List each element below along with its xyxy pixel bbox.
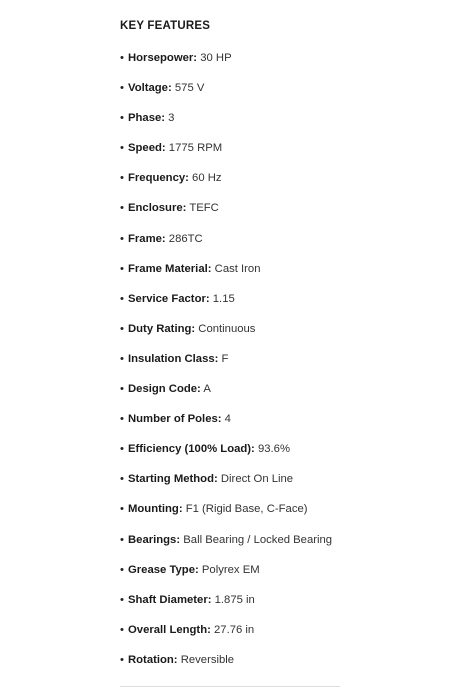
feature-value: F [218, 352, 229, 365]
feature-label: Starting Method: [128, 473, 218, 486]
bullet-marker: • [120, 202, 124, 215]
bullet-marker: • [120, 262, 124, 275]
feature-item [120, 321, 332, 351]
feature-value: 30 HP [197, 52, 232, 64]
feature-label: Horsepower: [128, 52, 198, 64]
bullet-marker: • [120, 473, 124, 486]
feature-value: Polyrex EM [198, 563, 260, 576]
feature-value: F1 (Rigid Base, C-Face) [182, 503, 308, 516]
feature-label: Design Code: [128, 383, 201, 396]
feature-label: Speed: [128, 142, 166, 155]
feature-label: Frame Material: [128, 262, 212, 275]
feature-label: Phase: [128, 112, 166, 125]
bullet-marker: • [120, 292, 124, 305]
feature-value: TEFC [186, 202, 219, 215]
feature-item [120, 50, 332, 80]
feature-item [120, 140, 332, 170]
bullet-marker: • [120, 443, 124, 456]
feature-value: 1.15 [209, 292, 235, 305]
feature-value: Continuous [195, 322, 256, 335]
feature-label: Frame: [128, 232, 166, 245]
feature-item [120, 170, 332, 200]
feature-item [120, 652, 332, 682]
bullet-marker: • [120, 172, 124, 185]
feature-value: 1.875 in [211, 593, 255, 606]
feature-label: Overall Length: [128, 623, 211, 636]
bullet-marker: • [120, 352, 124, 365]
feature-item [120, 592, 332, 622]
feature-item [120, 231, 332, 261]
feature-item [120, 110, 332, 140]
bullet-marker: • [120, 653, 124, 666]
feature-value: Reversible [177, 653, 235, 666]
feature-item [120, 441, 332, 471]
feature-item [120, 622, 332, 652]
feature-value: 3 [165, 112, 175, 125]
feature-item [120, 200, 332, 230]
bullet-marker: • [120, 383, 124, 396]
feature-label: Bearings: [128, 533, 181, 546]
bullet-marker: • [120, 142, 124, 155]
feature-label: Rotation: [128, 653, 178, 666]
feature-value: 60 Hz [188, 172, 222, 185]
feature-item [120, 291, 332, 321]
feature-label: Grease Type: [128, 563, 199, 576]
feature-item [120, 351, 332, 381]
feature-value: 27.76 in [210, 623, 255, 636]
feature-label: Service Factor: [128, 292, 210, 305]
feature-label: Mounting: [128, 503, 183, 516]
feature-value: 4 [221, 413, 231, 426]
feature-item [120, 471, 332, 501]
feature-value: 286TC [165, 232, 203, 245]
feature-list [120, 50, 332, 682]
feature-value: Cast Iron [211, 262, 261, 275]
feature-item [120, 381, 332, 411]
feature-label: Duty Rating: [128, 322, 196, 335]
feature-value: 575 V [171, 82, 205, 95]
feature-label: Shaft Diameter: [128, 593, 212, 606]
feature-label: Frequency: [128, 172, 189, 185]
bullet-marker: • [120, 623, 124, 636]
bullet-marker: • [120, 533, 124, 546]
section-divider [120, 686, 340, 687]
feature-item [120, 261, 332, 291]
feature-value: 1775 RPM [165, 142, 223, 155]
feature-value: Direct On Line [217, 473, 294, 486]
feature-item [120, 562, 332, 592]
section-heading: KEY FEATURES [120, 20, 211, 32]
feature-label: Number of Poles: [128, 413, 222, 426]
feature-item [120, 80, 332, 110]
feature-label: Efficiency (100% Load): [128, 443, 255, 456]
bullet-marker: • [120, 112, 124, 125]
bullet-marker: • [120, 82, 124, 95]
feature-label: Insulation Class: [128, 352, 219, 365]
feature-label: Enclosure: [128, 202, 187, 215]
bullet-marker: • [120, 322, 124, 335]
feature-item [120, 532, 332, 562]
feature-item [120, 501, 332, 531]
feature-value: Ball Bearing / Locked Bearing [180, 533, 333, 546]
bullet-marker: • [120, 232, 124, 245]
bullet-marker: • [120, 563, 124, 576]
feature-value: 93.6% [254, 443, 290, 456]
bullet-marker: • [120, 503, 124, 516]
feature-label: Voltage: [128, 82, 172, 95]
bullet-marker: • [120, 52, 124, 64]
bullet-marker: • [120, 593, 124, 606]
feature-value: A [200, 383, 211, 396]
feature-item [120, 411, 332, 441]
bullet-marker: • [120, 413, 124, 426]
